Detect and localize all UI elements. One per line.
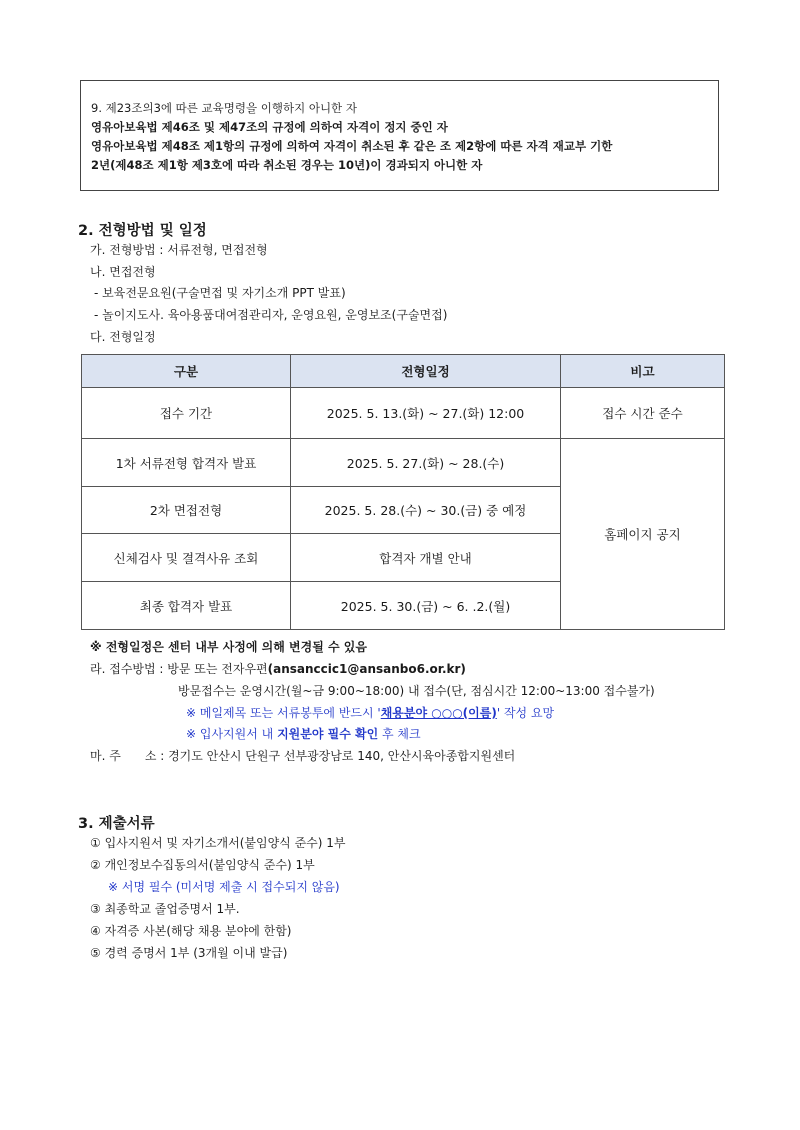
header-schedule: 전형일정 xyxy=(291,355,561,388)
signature-note: ※ 서명 필수 (미서명 제출 시 접수되지 않음) xyxy=(108,880,340,894)
document-item-4: ④ 자격증 사본(해당 채용 분야에 한함) xyxy=(90,924,292,938)
row-date: 2025. 5. 28.(수) ~ 30.(금) 중 예정 xyxy=(291,487,561,534)
check-note-emphasis: 지원분야 필수 확인 xyxy=(277,727,379,741)
row-label: 접수 기간 xyxy=(82,388,291,439)
row-label: 1차 서류전형 합격자 발표 xyxy=(82,439,291,487)
application-email: (ansanccic1@ansanbo6.or.kr) xyxy=(267,662,466,676)
schedule-notice: ※ 전형일정은 센터 내부 사정에 의해 변경될 수 있음 xyxy=(90,640,367,654)
header-category: 구분 xyxy=(82,355,291,388)
row-date: 합격자 개별 안내 xyxy=(291,534,561,582)
table-header-row xyxy=(82,355,725,388)
document-item-2: ② 개인정보수집동의서(붙임양식 준수) 1부 xyxy=(90,858,315,872)
address-line: 마. 주 소 : 경기도 안산시 단원구 선부광장남로 140, 안산시육아종합지원센터 xyxy=(90,749,516,763)
row-note: 접수 시간 준수 xyxy=(561,388,725,439)
interview-heading: 나. 면접전형 xyxy=(90,265,156,279)
email-subject-note xyxy=(186,704,554,722)
section-3-heading: 3. 제출서류 xyxy=(78,816,155,832)
table-row xyxy=(82,439,725,487)
application-method xyxy=(90,660,466,678)
interview-item-2: - 놀이지도사. 육아용품대여점관리자, 운영요원, 운영보조(구술면접) xyxy=(94,308,448,322)
table-row xyxy=(82,388,725,439)
schedule-table xyxy=(81,354,725,630)
disqualification-line-2: 영유아보육법 제46조 및 제47조의 규정에 의하여 자격이 정지 중인 자 xyxy=(91,120,448,134)
row-date: 2025. 5. 30.(금) ~ 6. .2.(월) xyxy=(291,582,561,630)
row-label: 신체검사 및 결격사유 조회 xyxy=(82,534,291,582)
row-label: 2차 면접전형 xyxy=(82,487,291,534)
disqualification-line-4: 2년(제48조 제1항 제3호에 따라 취소된 경우는 10년)이 경과되지 아니한 자 xyxy=(91,158,483,172)
disqualification-line-3: 영유아보육법 제48조 제1항의 규정에 의하여 자격이 취소된 후 같은 조 제2항에 따른 자격 재교부 기한 xyxy=(91,139,613,153)
email-note-suffix: ' 작성 요망 xyxy=(496,706,555,720)
section-2-heading: 2. 전형방법 및 일정 xyxy=(78,223,207,239)
check-note-suffix: 후 체크 xyxy=(378,727,421,741)
application-check-note xyxy=(186,725,421,743)
email-note-emphasis: 채용분야 ○○○(이름) xyxy=(380,706,497,720)
row-date: 2025. 5. 13.(화) ~ 27.(화) 12:00 xyxy=(291,388,561,439)
disqualification-box xyxy=(80,80,719,191)
merged-note-cell: 홈페이지 공지 xyxy=(561,439,725,630)
schedule-heading: 다. 전형일정 xyxy=(90,330,156,344)
disqualification-line-1: 9. 제23조의3에 따른 교육명령을 이행하지 아니한 자 xyxy=(91,101,357,115)
document-item-3: ③ 최종학교 졸업증명서 1부. xyxy=(90,902,240,916)
row-label: 최종 합격자 발표 xyxy=(82,582,291,630)
check-note-prefix: ※ 입사지원서 내 xyxy=(186,727,278,741)
document-item-5: ⑤ 경력 증명서 1부 (3개월 이내 발급) xyxy=(90,946,288,960)
visit-application-info: 방문접수는 운영시간(월~금 9:00~18:00) 내 접수(단, 점심시간 12:00~13:00 접수불가) xyxy=(178,684,655,698)
document-item-1: ① 입사지원서 및 자기소개서(붙임양식 준수) 1부 xyxy=(90,836,346,850)
header-note: 비고 xyxy=(561,355,725,388)
row-date: 2025. 5. 27.(화) ~ 28.(수) xyxy=(291,439,561,487)
email-note-prefix: ※ 메일제목 또는 서류봉투에 반드시 ' xyxy=(186,706,381,720)
interview-item-1: - 보육전문요원(구술면접 및 자기소개 PPT 발표) xyxy=(94,286,346,300)
application-method-label: 라. 접수방법 : 방문 또는 전자우편 xyxy=(90,662,268,676)
selection-method: 가. 전형방법 : 서류전형, 면접전형 xyxy=(90,243,268,257)
